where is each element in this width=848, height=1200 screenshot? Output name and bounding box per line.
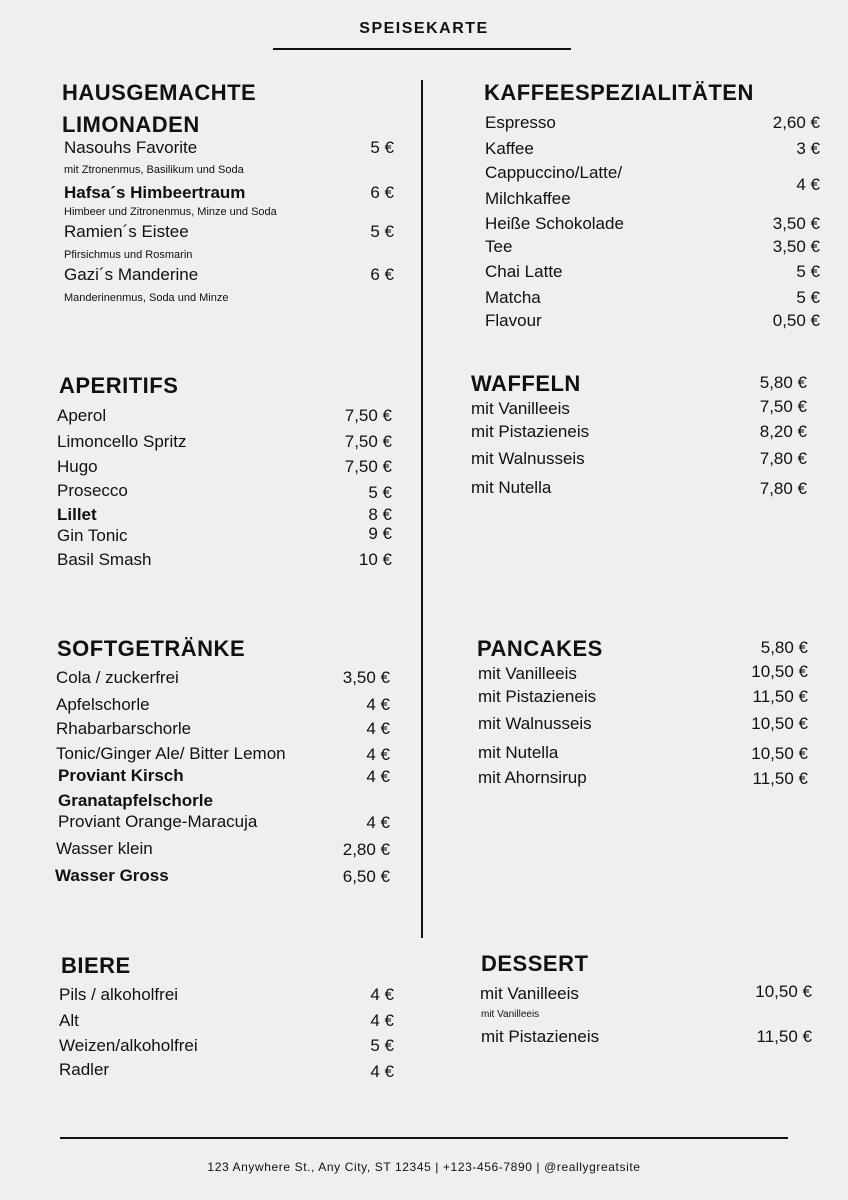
menu-item-name: Radler (59, 1060, 110, 1079)
menu-item-name: Limoncello Spritz (57, 432, 187, 451)
menu-item-price: 7,50 € (344, 432, 392, 451)
section-heading: PANCAKES (477, 636, 603, 661)
menu-item-price: 11,50 € (752, 687, 808, 706)
menu-item-name: mit Nutella (478, 743, 559, 762)
section-heading: KAFFEESPEZIALITÄTEN (484, 80, 754, 105)
menu-item-name: mit Pistazieneis (481, 1027, 600, 1046)
menu-item-price: 10 € (358, 550, 392, 569)
menu-item-name: Cola / zuckerfrei (56, 668, 179, 687)
menu-item-price: 4 € (370, 985, 394, 1004)
menu-item-price: 10,50 € (751, 714, 808, 733)
menu-item-name: Granatapfelschorle (58, 791, 213, 810)
menu-item-name: Hugo (57, 457, 98, 476)
menu-item-name: mit Nutella (471, 478, 552, 497)
menu-item-price: 4 € (366, 695, 390, 714)
menu-item-price: 11,50 € (756, 1027, 812, 1046)
menu-item-price: 7,50 € (344, 457, 392, 476)
menu-item-description: Manderinenmus, Soda und Minze (64, 292, 229, 304)
menu-item-price: 9 € (368, 524, 392, 543)
menu-item-price: 6,50 € (342, 867, 390, 886)
menu-item-name: Nasouhs Favorite (64, 138, 198, 157)
menu-item-name: Proviant Kirsch (58, 766, 184, 785)
menu-item-description: Pfirsichmus und Rosmarin (64, 249, 193, 261)
menu-item-name: Alt (59, 1011, 79, 1030)
menu-item-price: 10,50 € (755, 982, 812, 1001)
menu-item-price: 5 € (368, 483, 392, 502)
menu-item-name: mit Ahornsirup (478, 768, 587, 787)
menu-item-name: mit Pistazieneis (471, 422, 590, 441)
menu-item-price: 7,80 € (759, 449, 807, 468)
menu-item-price: 3,50 € (772, 214, 820, 233)
page-title: SPEISEKARTE (359, 20, 489, 37)
menu-item-price: 8 € (368, 505, 392, 524)
menu-item-description: mit Vanilleeis (481, 1009, 540, 1020)
menu-item-price: 4 € (796, 175, 820, 194)
menu-item-name: Espresso (485, 113, 556, 132)
menu-item-price: 7,50 € (759, 397, 807, 416)
menu-item-price: 3,50 € (772, 237, 820, 256)
title-underline (273, 48, 571, 50)
menu-item-price: 4 € (370, 1011, 394, 1030)
menu-item-price: 4 € (366, 745, 390, 764)
menu-item-name: Pils / alkoholfrei (59, 985, 179, 1004)
menu-item-price: 4 € (370, 1062, 394, 1081)
section-heading: DESSERT (481, 951, 589, 976)
base-price: 5,80 € (759, 373, 807, 392)
menu-item-price: 5 € (796, 288, 820, 307)
menu-item-name: mit Walnusseis (478, 714, 592, 733)
menu-item-price: 2,60 € (772, 113, 820, 132)
menu-item-name: mit Walnusseis (471, 449, 585, 468)
section-heading: APERITIFS (59, 373, 179, 398)
menu-item-price: 10,50 € (751, 662, 808, 681)
base-price: 5,80 € (760, 638, 808, 657)
center-divider (421, 80, 423, 938)
menu-item-name: Chai Latte (485, 262, 563, 281)
menu-item-name: mit Vanilleeis (471, 399, 570, 418)
menu-item-name: Tee (485, 237, 513, 256)
section-heading: HAUSGEMACHTE (62, 80, 257, 105)
menu-item-price: 0,50 € (772, 311, 820, 330)
menu-item-price: 5 € (796, 262, 820, 281)
menu-item-name: Ramien´s Eistee (64, 222, 189, 241)
section-heading: LIMONADEN (62, 112, 200, 137)
menu-item-name: Weizen/alkoholfrei (59, 1036, 198, 1055)
menu-item-price: 5 € (370, 222, 394, 241)
menu-item-price: 4 € (366, 767, 390, 786)
menu-item-name: Cappuccino/Latte/ (485, 163, 623, 182)
menu-item-price: 6 € (370, 265, 394, 284)
menu-item-name: Wasser klein (56, 839, 153, 858)
menu-item-price: 7,80 € (759, 479, 807, 498)
menu-item-name-continued: Milchkaffee (485, 189, 571, 208)
menu-item-name: Basil Smash (57, 550, 152, 569)
menu-item-price: 8,20 € (759, 422, 807, 441)
menu-item-name: Wasser Gross (55, 866, 169, 885)
menu-item-name: Rhabarbarschorle (56, 719, 192, 738)
menu-item-name: Kaffee (485, 139, 534, 158)
menu-item-price: 3,50 € (342, 668, 390, 687)
footer-divider (60, 1137, 788, 1139)
menu-item-name: Apfelschorle (56, 695, 150, 714)
menu-item-name: Hafsa´s Himbeertraum (64, 183, 246, 202)
menu-item-price: 5 € (370, 1036, 394, 1055)
menu-item-name: Heiße Schokolade (485, 214, 624, 233)
menu-item-name: Lillet (57, 505, 97, 524)
menu-item-name: Gin Tonic (57, 526, 128, 545)
menu-item-price: 4 € (366, 813, 390, 832)
menu-item-price: 5 € (370, 138, 394, 157)
menu-item-description: mit Ztronenmus, Basilikum und Soda (64, 164, 244, 176)
menu-item-name: Tonic/Ginger Ale/ Bitter Lemon (56, 744, 286, 763)
menu-item-description: Himbeer und Zitronenmus, Minze und Soda (64, 206, 277, 218)
menu-item-name: Matcha (485, 288, 541, 307)
section-heading: BIERE (61, 953, 131, 978)
menu-item-name: mit Pistazieneis (478, 687, 597, 706)
menu-item-price: 7,50 € (344, 406, 392, 425)
menu-item-price: 6 € (370, 183, 394, 202)
menu-item-name: Aperol (57, 406, 107, 425)
menu-item-price: 2,80 € (342, 840, 390, 859)
section-heading: SOFTGETRÄNKE (57, 636, 246, 661)
menu-item-name: Flavour (485, 311, 542, 330)
menu-item-name: mit Vanilleeis (480, 984, 579, 1003)
menu-item-price: 4 € (366, 719, 390, 738)
section-heading: WAFFELN (471, 371, 581, 396)
menu-item-name: Prosecco (57, 481, 128, 500)
menu-item-name: Proviant Orange-Maracuja (58, 812, 258, 831)
menu-item-price: 11,50 € (752, 769, 808, 788)
menu-item-name: mit Vanilleeis (478, 664, 577, 683)
footer-contact: 123 Anywhere St., Any City, ST 12345 | +123-456-7890 | @reallygreatsite (207, 1160, 641, 1174)
menu-item-price: 3 € (796, 139, 820, 158)
menu-item-price: 10,50 € (751, 744, 808, 763)
menu-item-name: Gazi´s Manderine (64, 265, 199, 284)
